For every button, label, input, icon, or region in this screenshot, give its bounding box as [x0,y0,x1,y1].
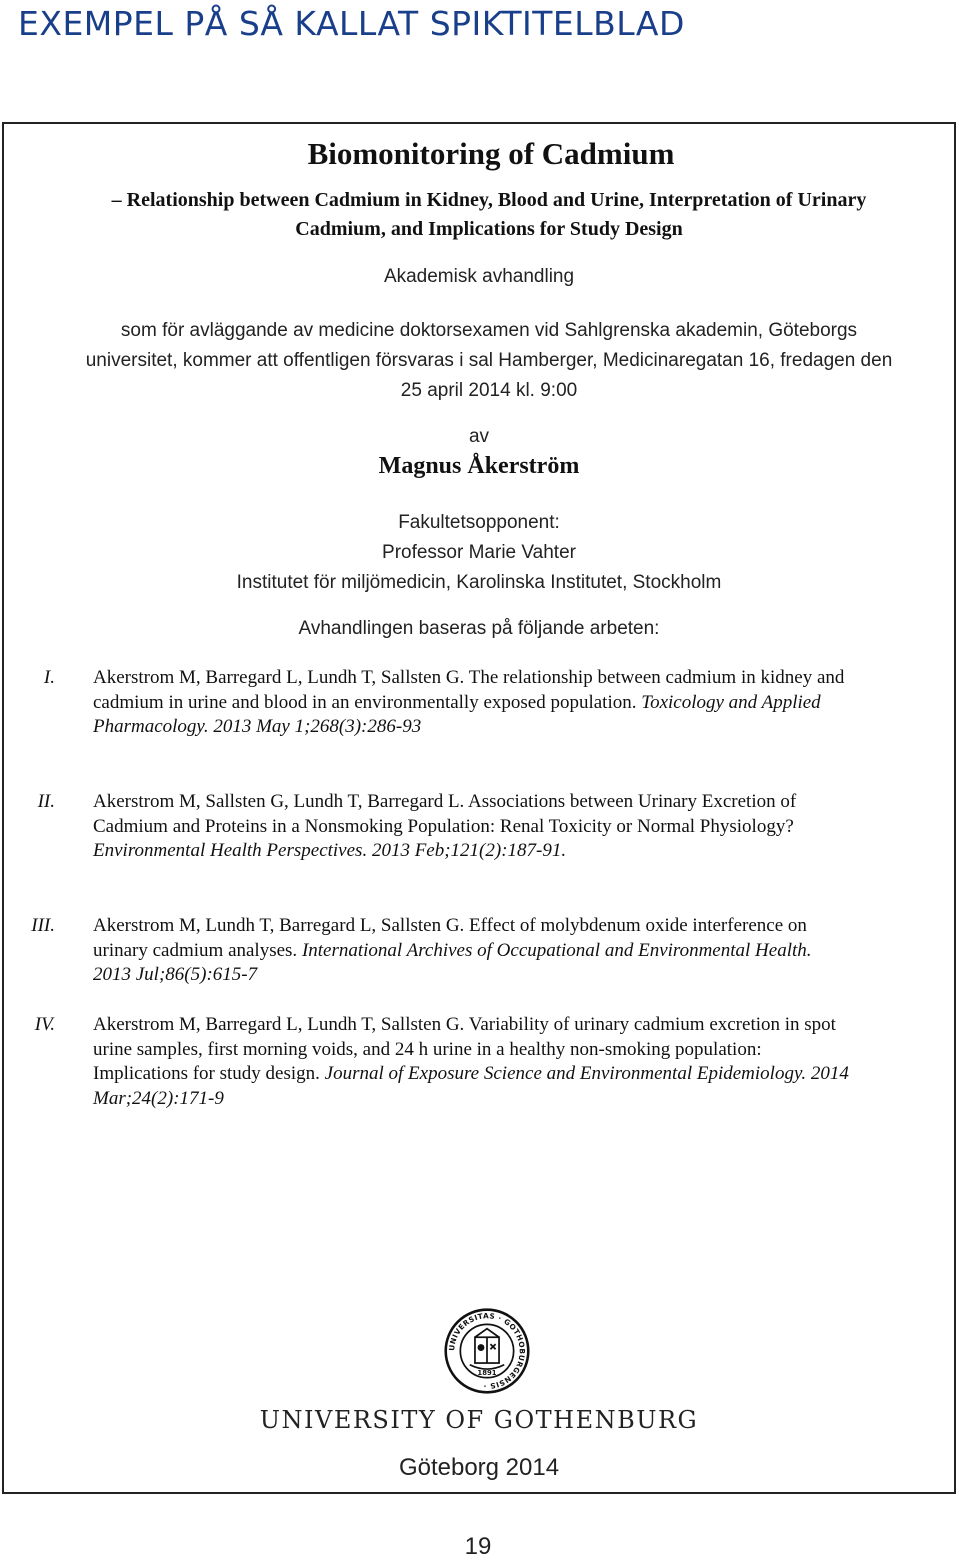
paper-number: I. [43,667,55,688]
by-label: av [468,426,490,447]
page-number: 19 [464,1533,492,1560]
paper-authors-title: Akerstrom M, Barregard L, Lundh T, Sallsten G. The relationship between cadmium in kidney and cadmium in urine and blood in an environmentally exposed population. [93,667,845,713]
opponent-name: Professor Marie Vahter [382,542,576,563]
based-on-label: Avhandlingen baseras på följande arbeten: [298,618,660,639]
paper-journal: Environmental Health Perspectives. 2013 Feb;121(2):187-91. [93,840,567,861]
opponent-block [4,508,954,598]
paper-item [4,790,954,914]
svg-text:UNIVERSITAS · GOTHOBURGENSIS ·: UNIVERSITAS · GOTHOBURGENSIS · [447,1311,527,1391]
paper-number: III. [31,915,55,936]
page-heading: EXEMPEL PÅ SÅ KALLAT SPIKTITELBLAD [18,4,685,43]
opponent-label: Fakultetsopponent: [398,512,560,533]
paper-authors-title: Akerstrom M, Barregard L, Lundh T, Sallsten G. Variability of urinary cadmium excretion in spot urine samples, first morning voids, and 24 h urine in a healthy non-smoking population: Implications for study design. [93,1014,836,1084]
paper-journal: Journal of Exposure Science and Environmental Epidemiology. 2014 Mar;24(2):171-9 [93,1063,849,1109]
paper-authors-title: Akerstrom M, Lundh T, Barregard L, Sallsten G. Effect of molybdenum oxide interference on urinary cadmium analyses. [93,915,807,961]
paper-citation [93,1013,853,1111]
place-year: Göteborg 2014 [398,1454,560,1481]
opponent-affiliation: Institutet för miljömedicin, Karolinska Institutet, Stockholm [236,572,722,593]
thesis-type: Akademisk avhandling [383,266,575,287]
paper-item [4,1013,954,1137]
paper-journal: International Archives of Occupational and Environmental Health. 2013 Jul;86(5):615-7 [93,939,812,985]
paper-item [4,914,954,1013]
thesis-subtitle: – Relationship between Cadmium in Kidney, Blood and Urine, Interpretation of Urinary Cadmium, and Implications for Study Design [111,189,867,240]
paper-list [4,666,954,1137]
paper-authors-title: Akerstrom M, Sallsten G, Lundh T, Barregard L. Associations between Urinary Excretion of Cadmium and Proteins in a Nonsmoking Population: Renal Toxicity or Normal Physiology? [93,791,797,837]
university-seal-icon [444,1308,530,1394]
defence-description: som för avläggande av medicine doktorsexamen vid Sahlgrenska akademin, Göteborgs universitet, kommer att offentligen försvaras i sal Hamberger, Medicinaregatan 16, fredagen den 25 april 2014 kl. 9:00 [85,320,893,401]
thesis-title: Biomonitoring of Cadmium [307,136,675,171]
paper-number: II. [37,791,55,812]
paper-citation [93,914,853,988]
title-page-frame [2,122,956,1494]
paper-item [4,666,954,790]
paper-citation [93,666,853,740]
university-name: UNIVERSITY OF GOTHENBURG [259,1406,699,1434]
paper-number: IV. [34,1014,55,1035]
paper-citation [93,790,853,864]
paper-journal: Toxicology and Applied Pharmacology. 2013 May 1;268(3):286-93 [93,691,821,737]
author-name: Magnus Åkerström [378,453,580,479]
seal-year: 1891 [477,1369,497,1378]
